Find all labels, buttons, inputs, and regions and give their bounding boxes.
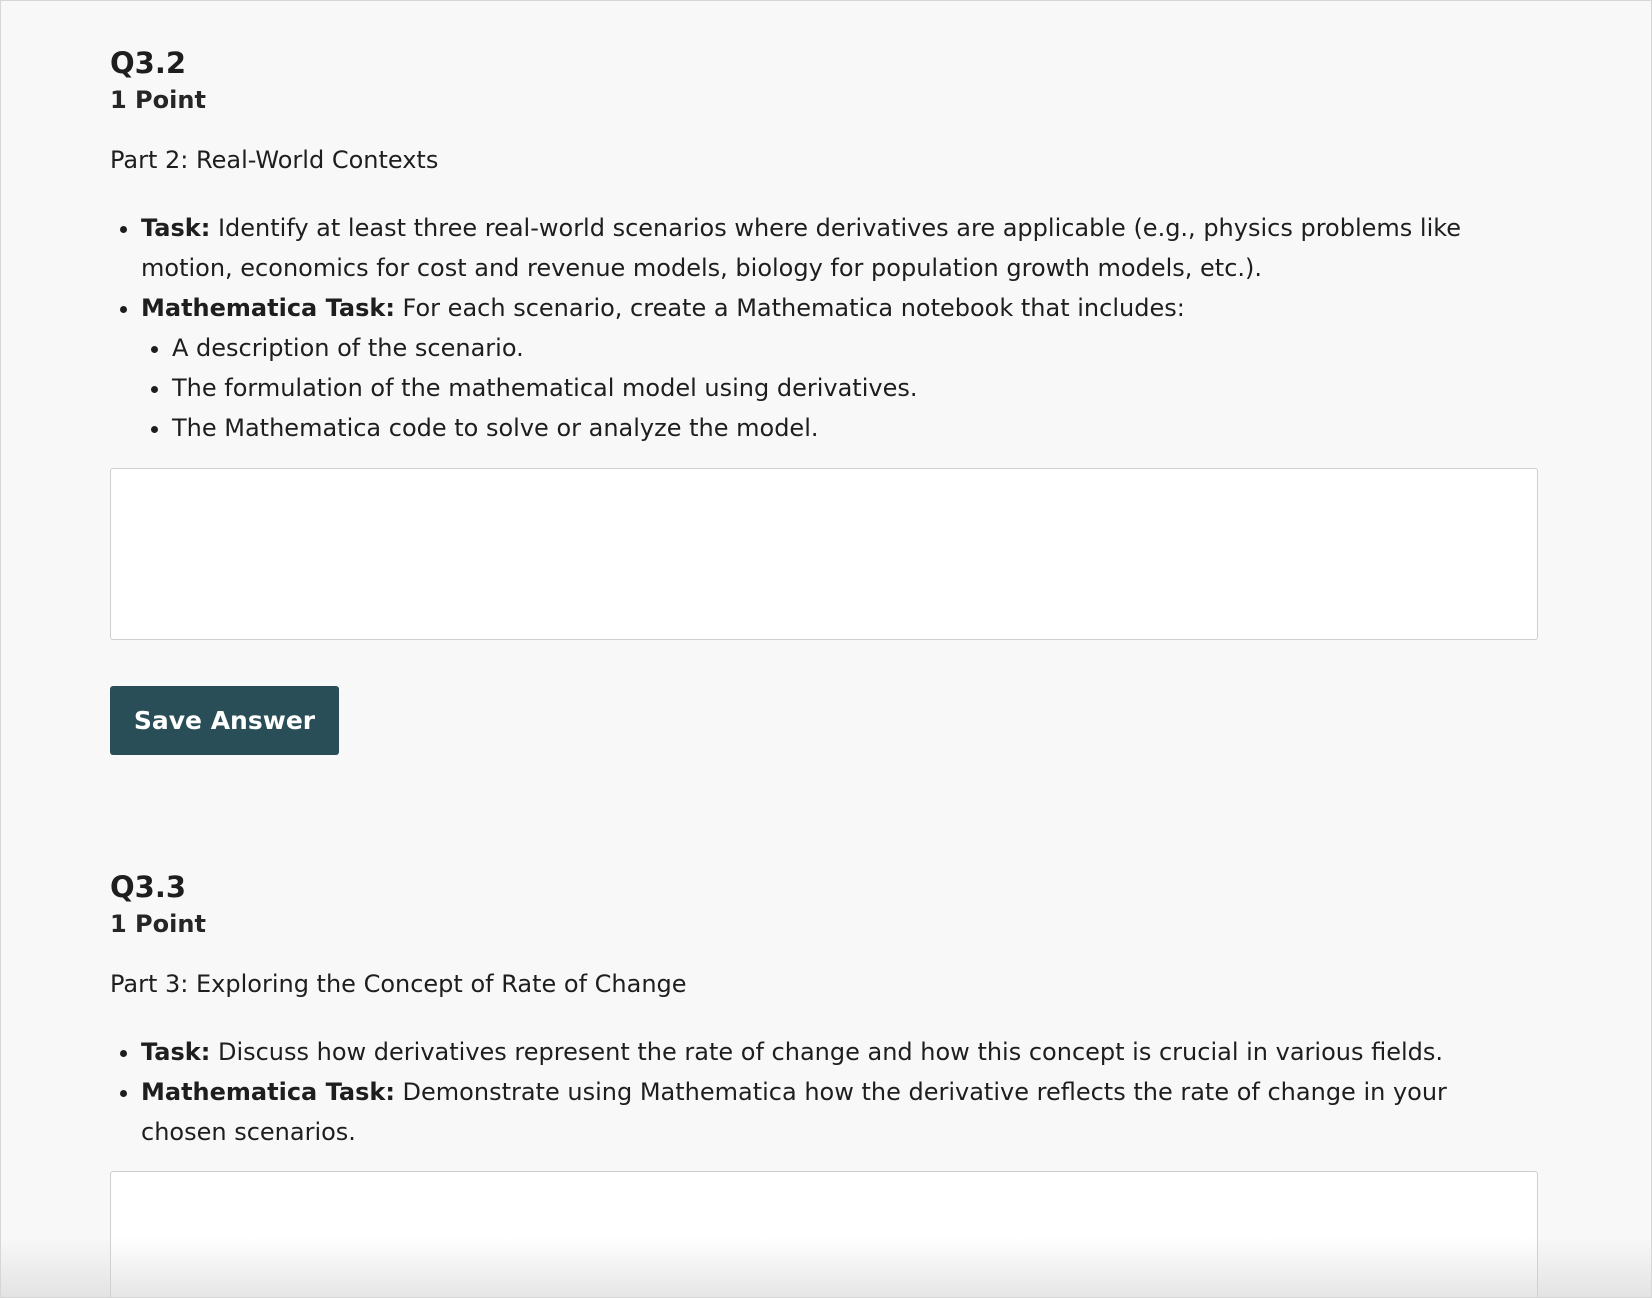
task-text: Discuss how derivatives represent the rate of change and how this concept is crucial in various fields. [210,1038,1444,1066]
task-label: Task: [141,1038,211,1066]
save-answer-button[interactable]: Save Answer [110,686,339,755]
mathematica-task-label: Mathematica Task: [141,294,395,322]
question-points: 1 Point [110,86,206,114]
question-number: Q3.2 [110,46,187,80]
question-number: Q3.3 [110,870,187,904]
question-points: 1 Point [110,910,206,938]
mathematica-task-label: Mathematica Task: [141,1078,395,1106]
mathematica-task-item [141,1072,1540,1152]
mathematica-task-item [141,288,1540,448]
task-list [110,208,1540,448]
task-item [141,1032,1540,1072]
question-part-title: Part 3: Exploring the Concept of Rate of Change [110,970,687,998]
task-label: Task: [141,214,211,242]
question-q3-3 [110,869,1540,1152]
task-text: Identify at least three real-world scenarios where derivatives are applicable (e.g., physics problems like motion, economics for cost and revenue models, biology for population growth models, etc.). [141,214,1462,282]
mathematica-task-text: Demonstrate using Mathematica how the derivative reflects the rate of change in your chosen scenarios. [141,1078,1447,1146]
mathematica-subitem-list [141,328,1540,448]
task-item [141,208,1540,288]
subitem: • The formulation of the mathematical model using derivatives. [172,368,1540,408]
subitem: • The Mathematica code to solve or analyze the model. [172,408,1540,448]
answer-textbox[interactable] [110,468,1538,640]
question-part-title: Part 2: Real-World Contexts [110,146,439,174]
subitem: • A description of the scenario. [172,328,1540,368]
answer-textbox[interactable] [110,1171,1538,1298]
question-q3-2 [110,45,1540,448]
mathematica-task-text: For each scenario, create a Mathematica notebook that includes: [394,294,1185,322]
task-list [110,1032,1540,1152]
